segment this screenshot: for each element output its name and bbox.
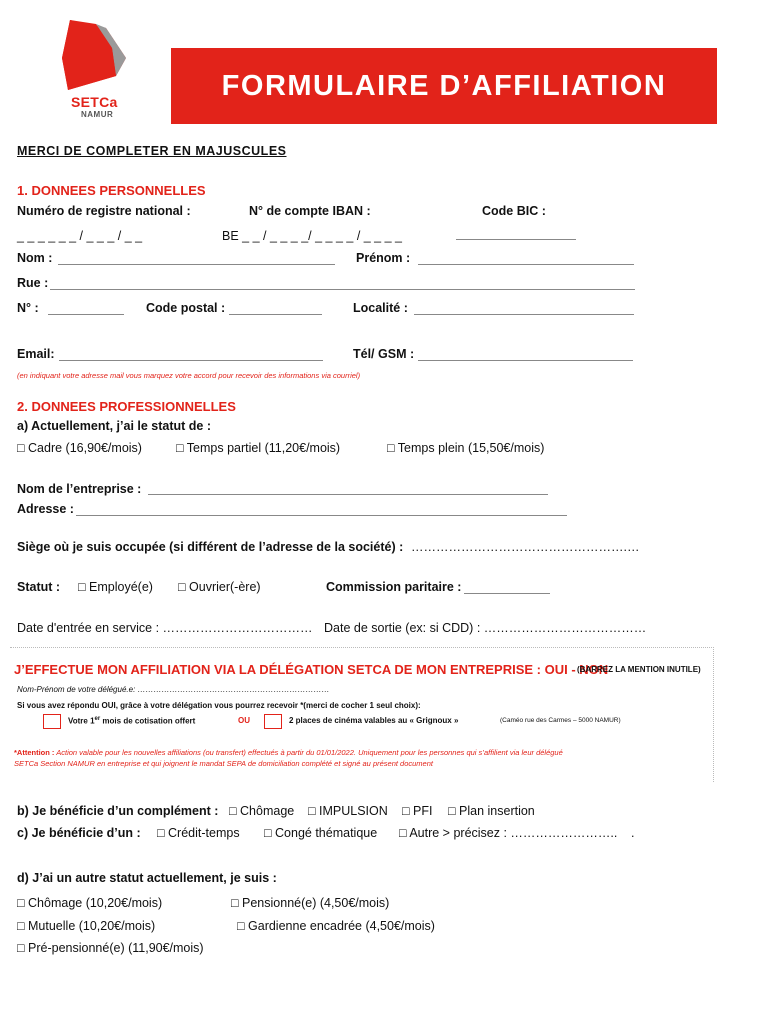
option-cadre[interactable]: □ Cadre (16,90€/mois) [17, 441, 142, 455]
iban-label: N° de compte IBAN : [249, 204, 371, 218]
tel-label: Tél/ GSM : [353, 347, 415, 361]
statut-chomage[interactable]: □ Chômage (10,20€/mois) [17, 896, 163, 910]
commission-field[interactable] [464, 593, 550, 594]
logo-name: SETCa [71, 94, 118, 110]
registre-field[interactable]: _ _ _ _ _ _ / _ _ _ / _ _ [17, 229, 143, 243]
email-note: (en indiquant votre adresse mail vous marquez votre accord pour recevoir des informations via courriel) [17, 371, 361, 380]
nom-label: Nom : [17, 251, 53, 265]
title-banner [171, 48, 717, 124]
rue-label: Rue : [17, 276, 49, 290]
choice2-label: 2 places de cinéma valables au « Grignoux » [289, 716, 459, 725]
nom-field[interactable] [58, 264, 335, 265]
commission-label: Commission paritaire : [326, 580, 462, 594]
autre-trailing-dot: . [631, 826, 635, 840]
page-title: FORMULAIRE D’AFFILIATION [221, 70, 667, 102]
cp-field[interactable] [229, 314, 322, 315]
siege-field[interactable]: …………………………………………….… [411, 540, 640, 554]
delegue-field[interactable]: Nom-Prénom de votre délégué.e: ……………………………………………………………… [17, 685, 330, 694]
conge-thematique-option[interactable]: □ Congé thématique [264, 826, 378, 840]
complement-plan-insertion[interactable]: □ Plan insertion [448, 804, 535, 818]
complement-impulsion[interactable]: □ IMPULSION [308, 804, 388, 818]
si-oui-text: Si vous avez répondu OUI, grâce à votre délégation vous pourrez recevoir *(merci de cocher 1 seul choix): [17, 701, 421, 710]
section1-title: 1. DONNEES PERSONNELLES [17, 183, 206, 198]
setca-logo-icon [56, 18, 128, 94]
option-temps-partiel[interactable]: □ Temps partiel (11,20€/mois) [176, 441, 341, 455]
attention-line2: SETCa Section NAMUR en entreprise et qui joignent le mandat SEPA de domiciliation complété et signé au présent document [14, 759, 433, 768]
autre-option[interactable]: □ Autre > précisez : …………………….. [399, 826, 618, 840]
instruction-text: MERCI DE COMPLETER EN MAJUSCULES [17, 144, 287, 158]
registre-label: Numéro de registre national : [17, 204, 191, 218]
numero-label: N° : [17, 301, 39, 315]
localite-field[interactable] [414, 314, 634, 315]
bic-label: Code BIC : [482, 204, 546, 218]
statut-question: a) Actuellement, j’ai le statut de : [17, 419, 212, 433]
attention-line1: *Attention : Action valable pour les nouvelles affiliations (ou transfert) effectués à partir du 01/01/2022. Uniquement pour les personnes qui s’affilient via leur délégué [14, 748, 563, 757]
localite-label: Localité : [353, 301, 408, 315]
affiliation-separator [10, 647, 714, 648]
numero-field[interactable] [48, 314, 124, 315]
statut-label: Statut : [17, 580, 61, 594]
bic-field[interactable] [456, 239, 576, 240]
choice2-note: (Caméo rue des Carmes – 5000 NAMUR) [500, 717, 621, 724]
date-entree[interactable]: Date d'entrée en service : ……………………………… [17, 621, 313, 635]
email-label: Email: [17, 347, 55, 361]
statut-employe[interactable]: □ Employé(e) [78, 580, 153, 594]
email-field[interactable] [59, 360, 323, 361]
affiliation-question[interactable]: J’EFFECTUE MON AFFILIATION VIA LA DÉLÉGATION SETCA DE MON ENTREPRISE : OUI - NON [14, 662, 609, 677]
rue-field[interactable] [50, 289, 635, 290]
section2-title: 2. DONNEES PROFESSIONNELLES [17, 399, 236, 414]
or-text: OU [238, 716, 250, 725]
affiliation-border [713, 647, 714, 782]
adresse-field[interactable] [76, 515, 567, 516]
entreprise-field[interactable] [148, 494, 548, 495]
credit-temps-option[interactable]: □ Crédit-temps [157, 826, 240, 840]
entreprise-label: Nom de l’entreprise : [17, 482, 142, 496]
statut-ouvrier[interactable]: □ Ouvrier(-ère) [178, 580, 261, 594]
statut-prepensionne[interactable]: □ Pré-pensionné(e) (11,90€/mois) [17, 941, 204, 955]
complement-chomage[interactable]: □ Chômage [229, 804, 295, 818]
statut-pensionne[interactable]: □ Pensionné(e) (4,50€/mois) [231, 896, 390, 910]
iban-field[interactable]: BE _ _ / _ _ _ _/ _ _ _ _ / _ _ _ _ [222, 229, 402, 243]
tel-field[interactable] [418, 360, 633, 361]
choice2-checkbox[interactable] [264, 714, 282, 729]
statut-gardienne[interactable]: □ Gardienne encadrée (4,50€/mois) [237, 919, 435, 933]
complement-pfi[interactable]: □ PFI [402, 804, 433, 818]
cp-label: Code postal : [146, 301, 226, 315]
logo-sub: NAMUR [81, 110, 114, 119]
choice1-checkbox[interactable] [43, 714, 61, 729]
complement-label: b) Je bénéficie d’un complément : [17, 804, 219, 818]
option-temps-plein[interactable]: □ Temps plein (15,50€/mois) [387, 441, 545, 455]
prenom-field[interactable] [418, 264, 634, 265]
choice1-label: Votre 1er mois de cotisation offert [68, 716, 196, 726]
siege-label: Siège où je suis occupée (si différent de l’adresse de la société) : [17, 540, 404, 554]
date-sortie[interactable]: Date de sortie (ex: si CDD) : ………………………………… [324, 621, 647, 635]
barrez-note: (BARREZ LA MENTION INUTILE) [577, 665, 701, 674]
beneficie-label: c) Je bénéficie d’un : [17, 826, 141, 840]
prenom-label: Prénom : [356, 251, 411, 265]
autre-statut-label: d) J’ai un autre statut actuellement, je suis : [17, 871, 277, 885]
adresse-label: Adresse : [17, 502, 74, 516]
statut-mutuelle[interactable]: □ Mutuelle (10,20€/mois) [17, 919, 156, 933]
